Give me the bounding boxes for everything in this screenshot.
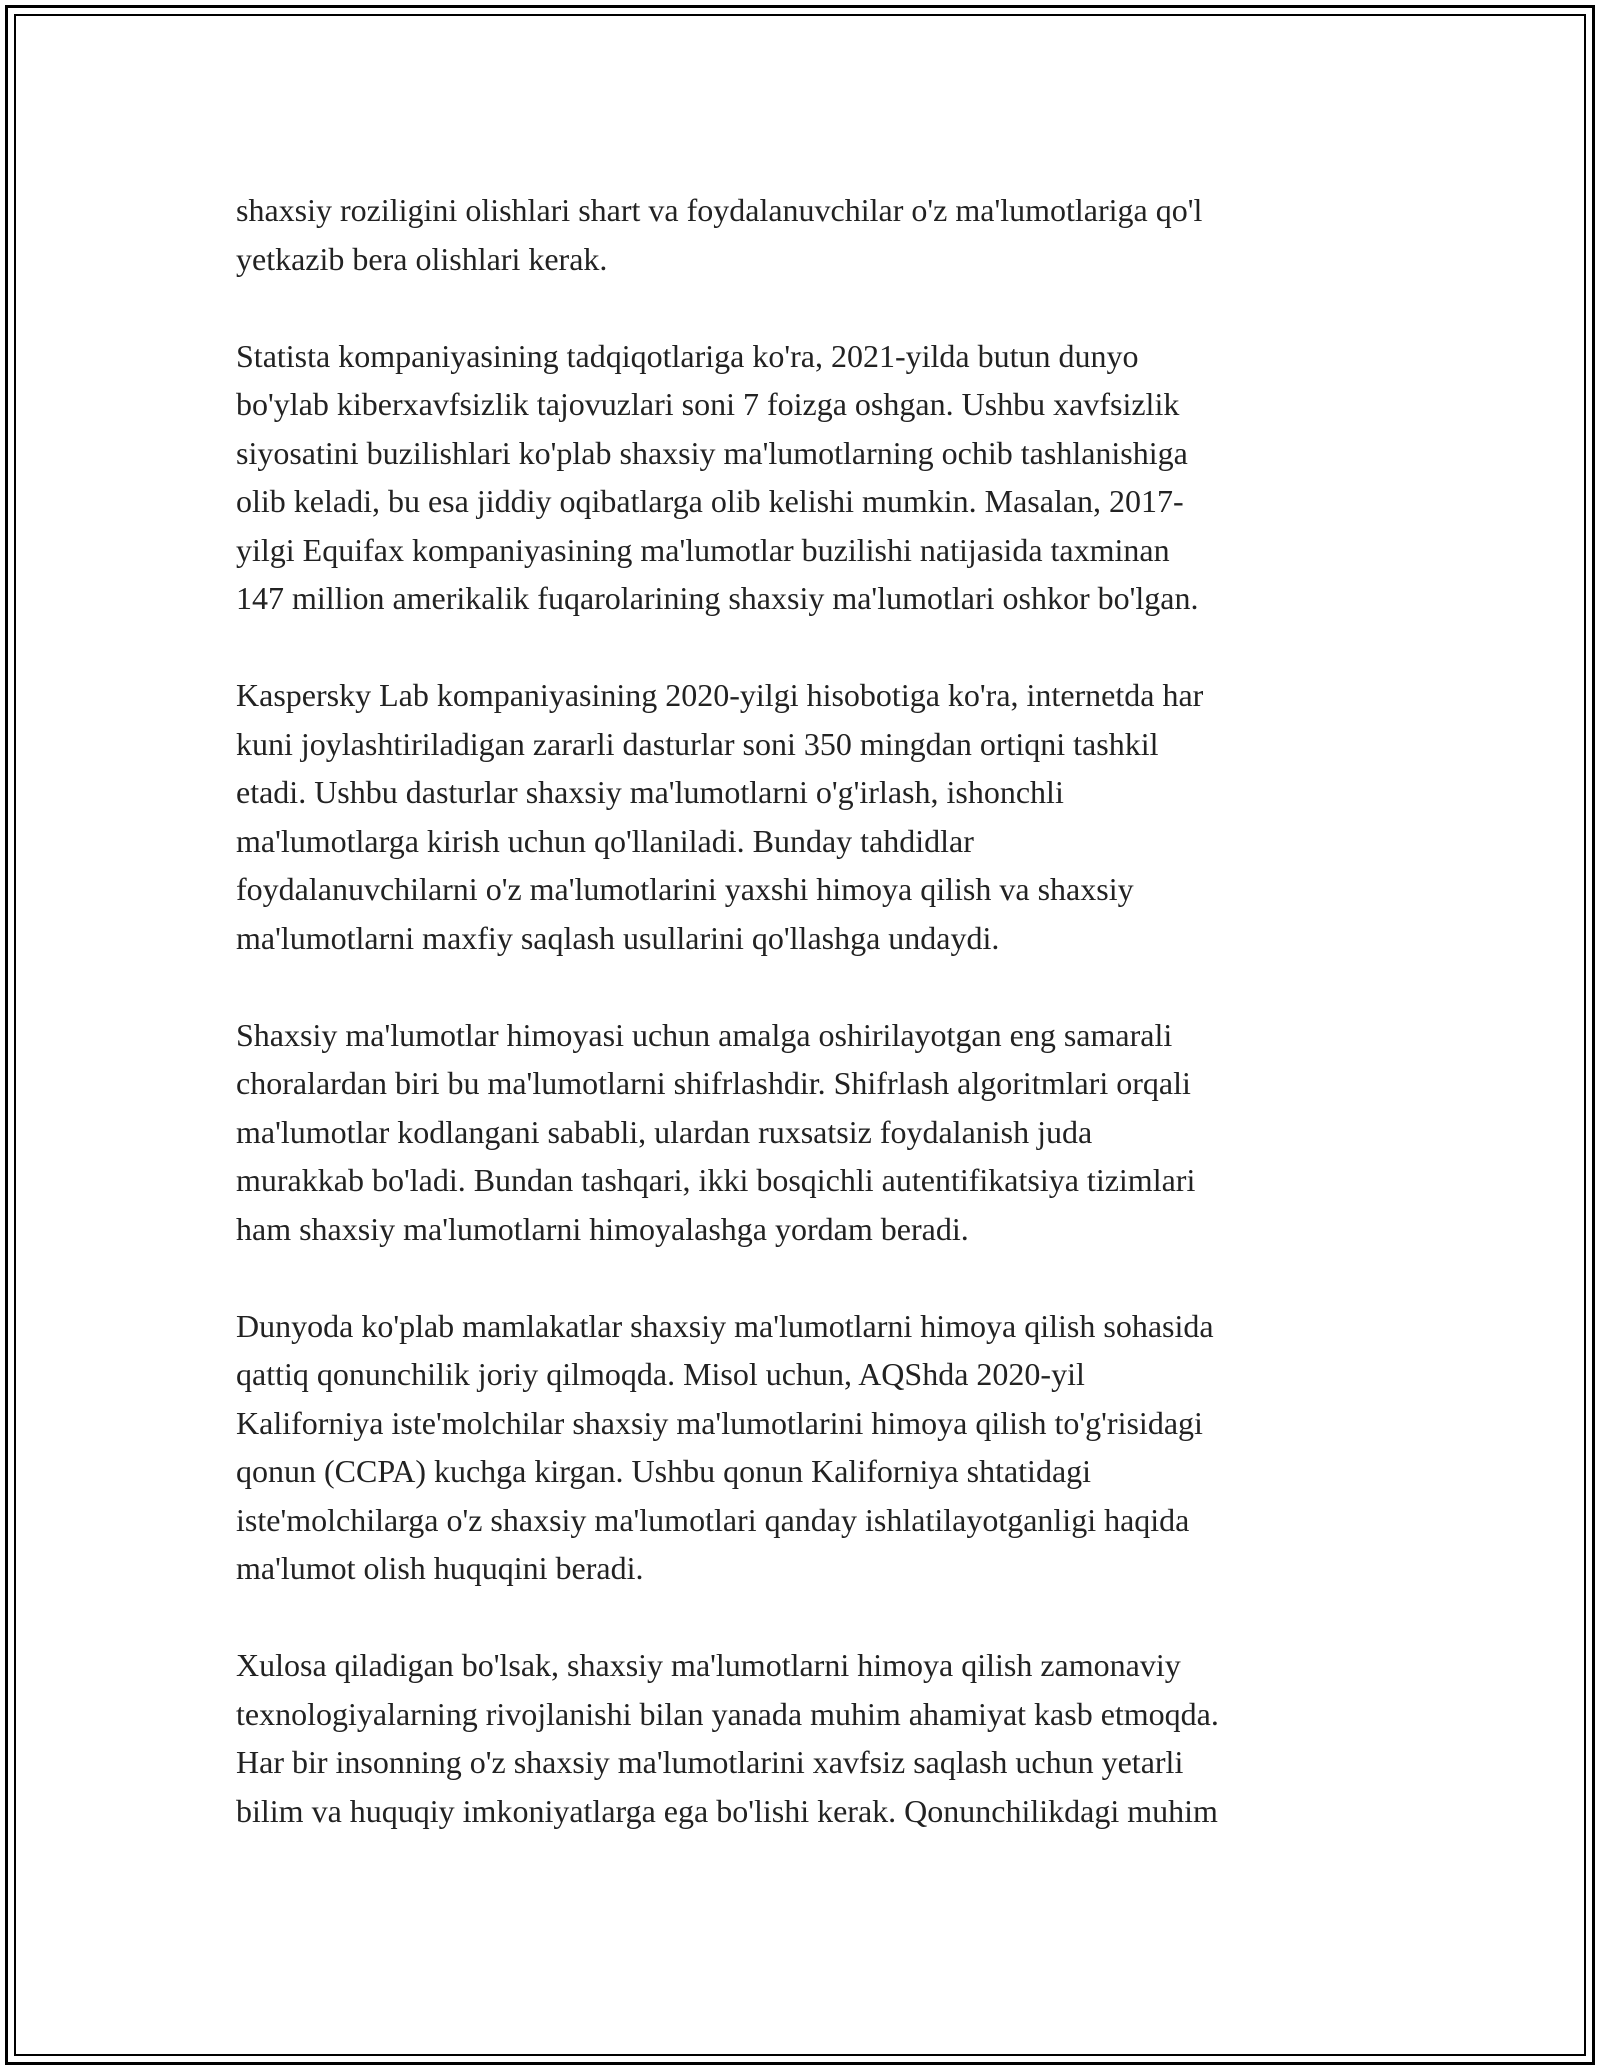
text-line: yilgi Equifax kompaniyasining ma'lumotlar buzilishi natijasida taxminan [236, 531, 1170, 568]
text-line: bo'ylab kiberxavfsizlik tajovuzlari soni 7 foizga oshgan. Ushbu xavfsizlik [236, 386, 1180, 422]
text-line: ma'lumot olish huquqini beradi. [236, 1550, 644, 1586]
text-line: ma'lumotlarni maxfiy saqlash usullarini qo'llashga undaydi. [236, 919, 1000, 956]
text-line: ma'lumotlarga kirish uchun qo'llaniladi. Bunday tahdidlar [236, 822, 974, 859]
text-line: shaxsiy roziligini olishlari shart va foydalanuvchilar o'z ma'lumotlariga qo'l [236, 192, 1203, 228]
text-line: Shaxsiy ma'lumotlar himoyasi uchun amalga oshirilayotgan eng samarali [236, 1016, 1173, 1053]
text-line: Xulosa qiladigan bo'lsak, shaxsiy ma'lumotlarni himoya qilish zamonaviy [236, 1647, 1181, 1683]
text-line: Har bir insonning o'z shaxsiy ma'lumotlarini xavfsiz saqlash uchun yetarli [236, 1744, 1184, 1780]
paragraph-gap [236, 962, 1366, 1011]
paragraph-legislation [236, 1302, 1366, 1593]
paragraph-consent [236, 186, 1366, 283]
text-line: Dunyoda ko'plab mamlakatlar shaxsiy ma'lumotlarni himoya qilish sohasida [236, 1307, 1214, 1344]
paragraph-gap [236, 1593, 1366, 1642]
paragraph-conclusion [236, 1641, 1366, 1835]
text-line: Kaliforniya iste'molchilar shaxsiy ma'lumotlarini himoya qilish to'g'risidagi [236, 1404, 1203, 1441]
text-line: texnologiyalarning rivojlanishi bilan yanada muhim ahamiyat kasb etmoqda. [236, 1695, 1219, 1732]
text-line: bilim va huquqiy imkoniyatlarga ega bo'lishi kerak. Qonunchilikdagi muhim [236, 1792, 1218, 1829]
text-line: etadi. Ushbu dasturlar shaxsiy ma'lumotlarni o'g'irlash, ishonchli [236, 774, 1064, 810]
text-line: ham shaxsiy ma'lumotlarni himoyalashga yordam beradi. [236, 1210, 969, 1247]
paragraph-kaspersky [236, 671, 1366, 962]
paragraph-encryption [236, 1011, 1366, 1254]
paragraph-gap [236, 623, 1366, 672]
text-line: yetkazib bera olishlari kerak. [236, 240, 608, 277]
document-body [236, 186, 1366, 1835]
text-line: olib keladi, bu esa jiddiy oqibatlarga olib kelishi mumkin. Masalan, 2017- [236, 483, 1184, 519]
text-line: choralardan biri bu ma'lumotlarni shifrlashdir. Shifrlash algoritmlari orqali [236, 1065, 1191, 1101]
text-line: Kaspersky Lab kompaniyasining 2020-yilgi hisobotiga ko'ra, internetda har [236, 677, 1204, 713]
text-line: Statista kompaniyasining tadqiqotlariga ko'ra, 2021-yilda butun dunyo [236, 337, 1139, 374]
text-line: murakkab bo'ladi. Bundan tashqari, ikki bosqichli autentifikatsiya tizimlari [236, 1162, 1196, 1198]
text-line: iste'molchilarga o'z shaxsiy ma'lumotlari qanday ishlatilayotganligi haqida [236, 1501, 1190, 1538]
text-line: qonun (CCPA) kuchga kirgan. Ushbu qonun Kaliforniya shtatidagi [236, 1453, 1092, 1489]
paragraph-gap [236, 1253, 1366, 1302]
text-line: siyosatini buzilishlari ko'plab shaxsiy ma'lumotlarning ochib tashlanishiga [236, 434, 1188, 471]
paragraph-statista [236, 332, 1366, 623]
text-line: foydalanuvchilarni o'z ma'lumotlarini yaxshi himoya qilish va shaxsiy [236, 871, 1134, 907]
text-line: kuni joylashtiriladigan zararli dasturlar soni 350 mingdan ortiqni tashkil [236, 725, 1159, 762]
paragraph-gap [236, 283, 1366, 332]
text-line: qattiq qonunchilik joriy qilmoqda. Misol uchun, AQShda 2020-yil [236, 1356, 1085, 1392]
text-line: ma'lumotlar kodlangani sababli, ulardan ruxsatsiz foydalanish juda [236, 1113, 1093, 1150]
text-line: 147 million amerikalik fuqarolarining shaxsiy ma'lumotlari oshkor bo'lgan. [236, 580, 1199, 616]
